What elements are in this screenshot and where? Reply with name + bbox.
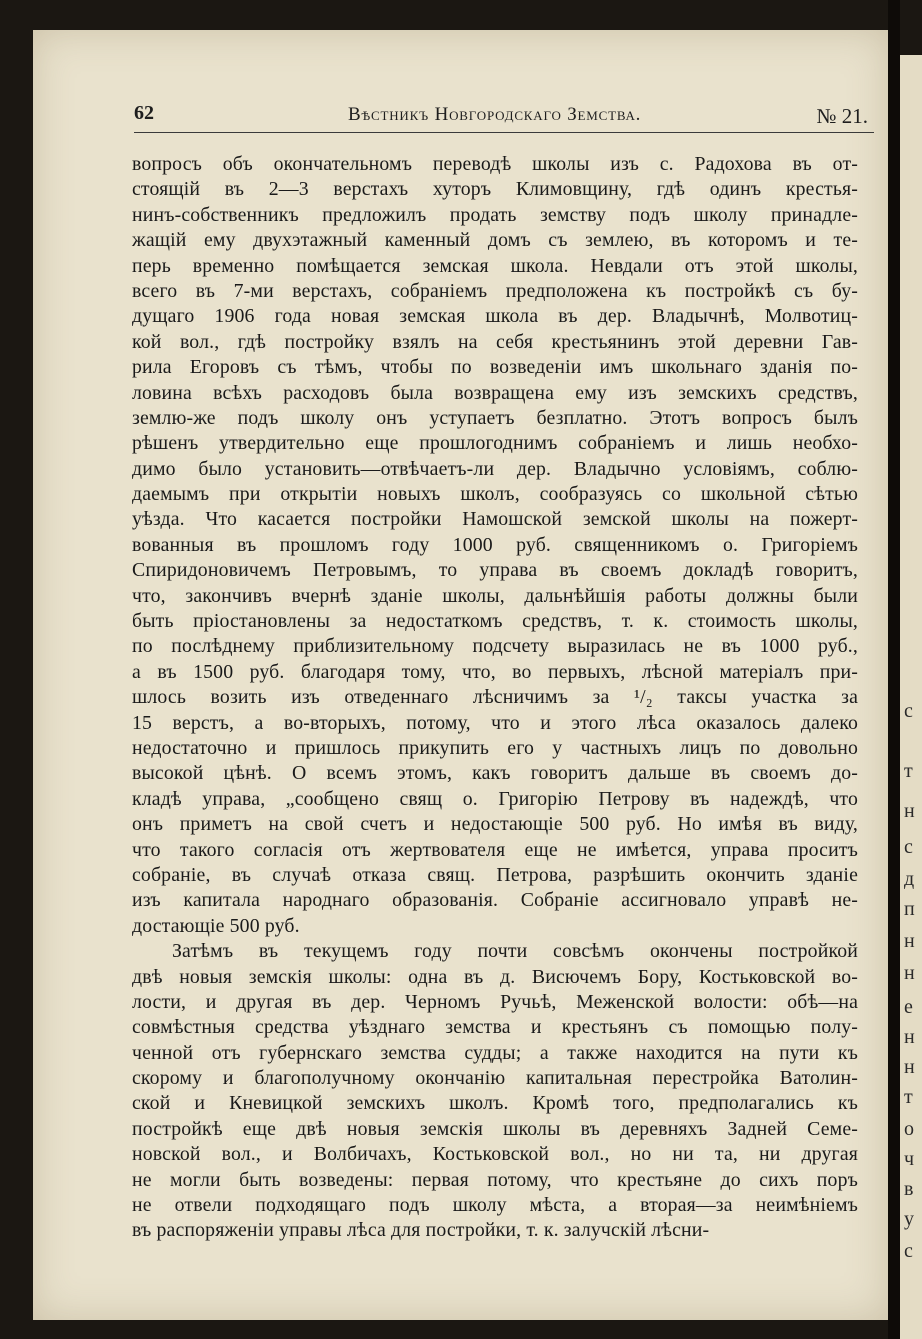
text-line: шлось возить изъ отведеннаго лѣсничимъ за ¹/₂ таксы участка за (132, 686, 858, 709)
text-line: вопросъ объ окончательномъ переводѣ школы изъ с. Радохова въ от- (132, 153, 858, 175)
text-line: жащій ему двухэтажный каменный домъ съ землею, въ которомъ и те- (132, 229, 858, 252)
text-line: въ распоряженіи управы лѣса для постройки, т. к. залучскій лѣсни- (132, 1219, 710, 1242)
text-line: перь временно помѣщается земская школа. Невдали отъ этой школы, (132, 254, 858, 277)
text-line: даемымъ при открытіи новыхъ школъ, сообразуясь со школьной сѣтью (132, 483, 858, 506)
adjacent-page-letter: н (904, 1026, 915, 1048)
adjacent-page-letter: ч (904, 1148, 915, 1170)
text-line: изъ капитала народнаго образованія. Собраніе ассигновало управѣ не- (132, 889, 858, 912)
adjacent-page-letter: у (904, 1208, 914, 1230)
text-line: скорому и благополучному окончанію капитальная перестройка Ватолин- (132, 1067, 858, 1090)
header-rule (134, 132, 874, 133)
text-line: быть пріостановлены за недостаткомъ средствъ, т. к. стоимость школы, (132, 610, 858, 633)
running-header (134, 96, 874, 136)
text-line: недостаточно и пришлось прикупить его у частныхъ лицъ по довольно (132, 736, 858, 759)
adjacent-page-letter: в (904, 1178, 914, 1200)
adjacent-page-letter: о (904, 1118, 914, 1140)
body-text (132, 152, 858, 1244)
text-line: 15 верстъ, а во-вторыхъ, потому, что и этого лѣса оказалось далеко (132, 711, 858, 734)
text-line: ловина всѣхъ расходовъ была возвращена ему изъ земскихъ средствъ, (132, 381, 858, 404)
adjacent-page-letter: н (904, 1056, 915, 1078)
text-line: постройкѣ еще двѣ новыя земскія школы въ деревняхъ Задней Семе- (132, 1117, 858, 1140)
paragraph (132, 152, 858, 939)
text-line: всего въ 7-ми верстахъ, собраніемъ предположена къ постройкѣ съ бу- (132, 279, 858, 302)
adjacent-page-letter: с (904, 836, 913, 858)
book-gutter (888, 0, 900, 1339)
text-line: уѣзда. Что касается постройки Намошской земской школы на пожерт- (132, 508, 858, 531)
text-line: двѣ новыя земскія школы: одна въ д. Висючемъ Бору, Костьковской во- (132, 965, 858, 988)
text-line: Затѣмъ въ текущемъ году почти совсѣмъ окончены постройкой (172, 940, 858, 963)
text-line: ченной отъ губернскаго земства судды; а также находится на пути къ (132, 1041, 858, 1064)
adjacent-page-letter: н (904, 962, 915, 984)
issue-number: № 21. (816, 104, 868, 128)
adjacent-page-letter: п (904, 898, 915, 920)
paragraph (132, 939, 858, 1244)
text-line: кой вол., гдѣ постройку взялъ на себя крестьянинъ этой деревни Гав- (132, 330, 858, 353)
text-line: вованныя въ прошломъ году 1000 руб. священникомъ о. Григоріемъ (132, 533, 858, 556)
text-line: совмѣстныя средства уѣзднаго земства и крестьянъ съ помощью полу- (132, 1016, 858, 1039)
text-line: дущаго 1906 года новая земская школа въ дер. Владычнѣ, Молвотиц- (132, 305, 858, 328)
text-line: землю-же подъ школу онъ уступаетъ безплатно. Этотъ вопросъ былъ (132, 406, 858, 429)
text-line: что такого согласія отъ жертвователя еще не имѣется, управа проситъ (132, 838, 858, 861)
text-line: рила Егоровъ съ тѣмъ, чтобы по возведеніи имъ школьнаго зданія по- (132, 356, 858, 379)
adjacent-page-letter: д (904, 868, 915, 890)
adjacent-page-letter: с (904, 1240, 913, 1262)
page-number: 62 (134, 102, 154, 124)
adjacent-page-letter: т (904, 760, 913, 782)
adjacent-page-letter: т (904, 1086, 913, 1108)
text-line: достающіе 500 руб. (132, 914, 300, 937)
text-line: новской вол., и Волбичахъ, Костьковской вол., но ни та, ни другая (132, 1143, 858, 1166)
journal-title: Вѣстникъ Новгородскаго Земства. (348, 104, 642, 125)
text-line: а въ 1500 руб. благодаря тому, что, во первыхъ, лѣсной матеріалъ при- (132, 660, 858, 683)
text-line: Спиридоновичемъ Петровымъ, то управа въ своемъ докладѣ говоритъ, (132, 559, 858, 582)
text-line: что, закончивъ вчернѣ зданіе школы, дальнѣйшія работы должны были (132, 584, 858, 607)
text-line: высокой цѣнѣ. О всемъ этомъ, какъ говоритъ дальше въ своемъ до- (132, 762, 858, 785)
text-line: нинъ-собственникъ предложилъ продать земству подъ школу принадле- (132, 203, 858, 226)
adjacent-page-letter: н (904, 800, 915, 822)
text-line: рѣшенъ утвердительно еще прошлогоднимъ собраніемъ и лишь необхо- (132, 432, 858, 455)
text-line: димо было установить—отвѣчаетъ-ли дер. Владычно условіямъ, соблю- (132, 457, 858, 480)
adjacent-page-letter: е (904, 996, 913, 1018)
adjacent-page-letter: с (904, 700, 913, 722)
text-line: стоящій въ 2—3 верстахъ хуторъ Климовщину, гдѣ одинъ крестья- (132, 178, 858, 201)
text-line: лости, и другая въ дер. Черномъ Ручьѣ, Меженской волости: обѣ—на (132, 990, 858, 1013)
adjacent-page-edge (900, 55, 922, 1339)
text-line: онъ приметъ на свой счетъ и недостающіе 500 руб. Но имѣя въ виду, (132, 813, 858, 836)
text-line: кладѣ управа, „сообщено свящ о. Григорію Петрову въ надеждѣ, что (132, 787, 858, 810)
text-line: не отвели подходящаго подъ школу мѣста, а вторая—за неимѣніемъ (132, 1194, 858, 1217)
text-line: не могли быть возведены: первая потому, что крестьяне до сихъ поръ (132, 1168, 858, 1191)
text-line: ской и Кневицкой земскихъ школъ. Кромѣ того, предполагались къ (132, 1092, 858, 1115)
adjacent-page-letter: н (904, 930, 915, 952)
text-line: по послѣднему приблизительному подсчету выразилась не въ 1000 руб., (132, 635, 858, 658)
text-line: собраніе, въ случаѣ отказа свящ. Петрова, разрѣшить окончить зданіе (132, 863, 858, 886)
